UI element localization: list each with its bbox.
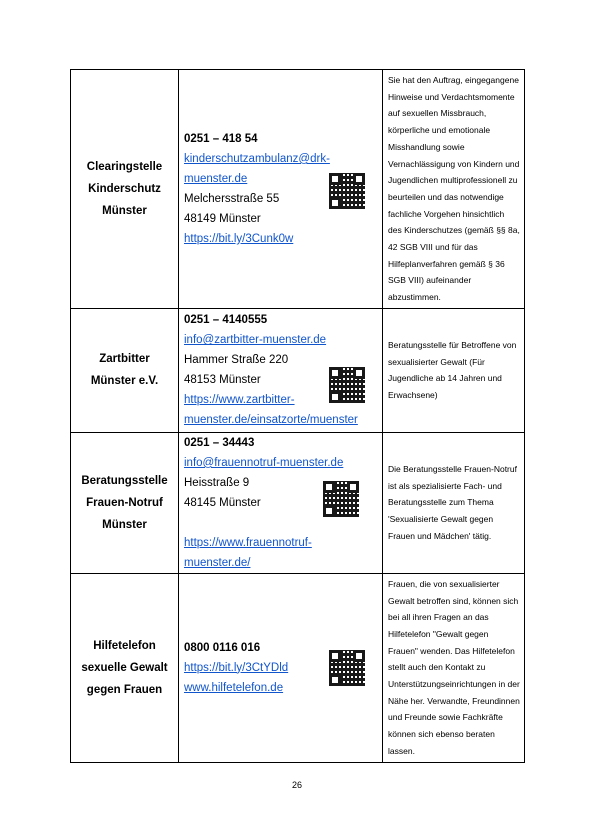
organization-name-cell bbox=[71, 70, 179, 309]
organization-name-line: Münster bbox=[102, 518, 147, 531]
contact-cell bbox=[179, 432, 383, 573]
description-cell: Sie hat den Auftrag, eingegangene Hinweise und Verdachtsmomente auf sexuellen Missbrauch, körperliche und emotionale Misshandlung sowie Vernachlässigung von Kindern und Jugendlichen multiprofessionell zu beurteilen und das notwendige fachliche Vorgehen hinsichtlich des Kinderschutzes (gemäß §§ 8a, 42 SGB VIII und für das Hilfeplanverfahren gemäß § 36 SGB VIII) aufeinander abzustimmen. bbox=[383, 70, 525, 309]
contact-link[interactable]: muenster.de/einsatzorte/muenster bbox=[184, 414, 358, 427]
phone-number: 0251 – 4140555 bbox=[184, 314, 268, 327]
address-line: 48153 Münster bbox=[184, 374, 261, 387]
contact-link[interactable]: www.hilfetelefon.de bbox=[184, 681, 284, 694]
table-row bbox=[71, 70, 525, 309]
organization-name-line: Kinderschutz bbox=[88, 182, 161, 195]
contact-cell bbox=[179, 70, 383, 309]
contact-link[interactable]: https://bit.ly/3Cunk0w bbox=[184, 232, 294, 245]
phone-number: 0251 – 418 54 bbox=[184, 132, 258, 145]
organization-name-line: sexuelle Gewalt bbox=[81, 661, 168, 674]
contact-link[interactable]: muenster.de bbox=[184, 172, 248, 185]
organization-name-cell bbox=[71, 573, 179, 762]
qr-code-icon bbox=[329, 173, 365, 209]
organization-name-cell bbox=[71, 432, 179, 573]
qr-code-icon bbox=[329, 367, 365, 403]
contact-link[interactable]: https://bit.ly/3CtYDld bbox=[184, 661, 289, 674]
table-row bbox=[71, 308, 525, 432]
address-line: Heisstraße 9 bbox=[184, 476, 250, 489]
contact-link[interactable]: info@frauennotruf-muenster.de bbox=[184, 456, 344, 469]
contacts-table bbox=[70, 69, 525, 763]
contact-cell bbox=[179, 308, 383, 432]
address-line: 48149 Münster bbox=[184, 212, 261, 225]
address-line: Melchersstraße 55 bbox=[184, 192, 280, 205]
organization-name-line: Beratungsstelle bbox=[81, 474, 168, 487]
address-line: Hammer Straße 220 bbox=[184, 354, 289, 367]
organization-name-line: Clearingstelle bbox=[86, 160, 163, 173]
organization-name-line: gegen Frauen bbox=[86, 683, 163, 696]
contact-link[interactable]: info@zartbitter-muenster.de bbox=[184, 334, 327, 347]
contact-link[interactable]: https://www.zartbitter- bbox=[184, 394, 295, 407]
description-cell: Die Beratungsstelle Frauen-Notruf ist als spezialisierte Fach- und Beratungsstelle zum Thema 'Sexualisierte Gewalt gegen Frauen und Mädchen' tätig. bbox=[383, 432, 525, 573]
organization-name-line: Zartbitter bbox=[99, 353, 150, 366]
address-line: 48145 Münster bbox=[184, 496, 261, 509]
contact-link[interactable]: muenster.de/ bbox=[184, 556, 251, 569]
qr-code-icon bbox=[323, 481, 359, 517]
description-cell: Beratungsstelle für Betroffene von sexualisierter Gewalt (Für Jugendliche ab 14 Jahren und Erwachsene) bbox=[383, 308, 525, 432]
organization-name-line: Münster e.V. bbox=[90, 375, 159, 388]
organization-name-line: Hilfetelefon bbox=[93, 639, 156, 652]
description-cell: Frauen, die von sexualisierter Gewalt betroffen sind, können sich bei all ihren Fragen an das Hilfetelefon "Gewalt gegen Frauen" wenden. Das Hilfetelefon stellt auch den Kontakt zu Unterstützungseinrichtungen in der Nähe her. Verwandte, Freundinnen und Freunde sowie Fachkräfte können sich ebenso beraten lassen. bbox=[383, 573, 525, 762]
page-number: 26 bbox=[291, 780, 302, 790]
organization-name-cell bbox=[71, 308, 179, 432]
organization-name-line: Frauen-Notruf bbox=[86, 496, 163, 509]
contact-cell bbox=[179, 573, 383, 762]
contact-link[interactable]: https://www.frauennotruf- bbox=[184, 536, 312, 549]
table-row bbox=[71, 573, 525, 762]
phone-number: 0251 – 34443 bbox=[184, 436, 255, 449]
organization-name-line: Münster bbox=[102, 204, 147, 217]
phone-number: 0800 0116 016 bbox=[184, 641, 261, 654]
table-row bbox=[71, 432, 525, 573]
contact-link[interactable]: kinderschutzambulanz@drk- bbox=[184, 152, 330, 165]
qr-code-icon bbox=[329, 650, 365, 686]
